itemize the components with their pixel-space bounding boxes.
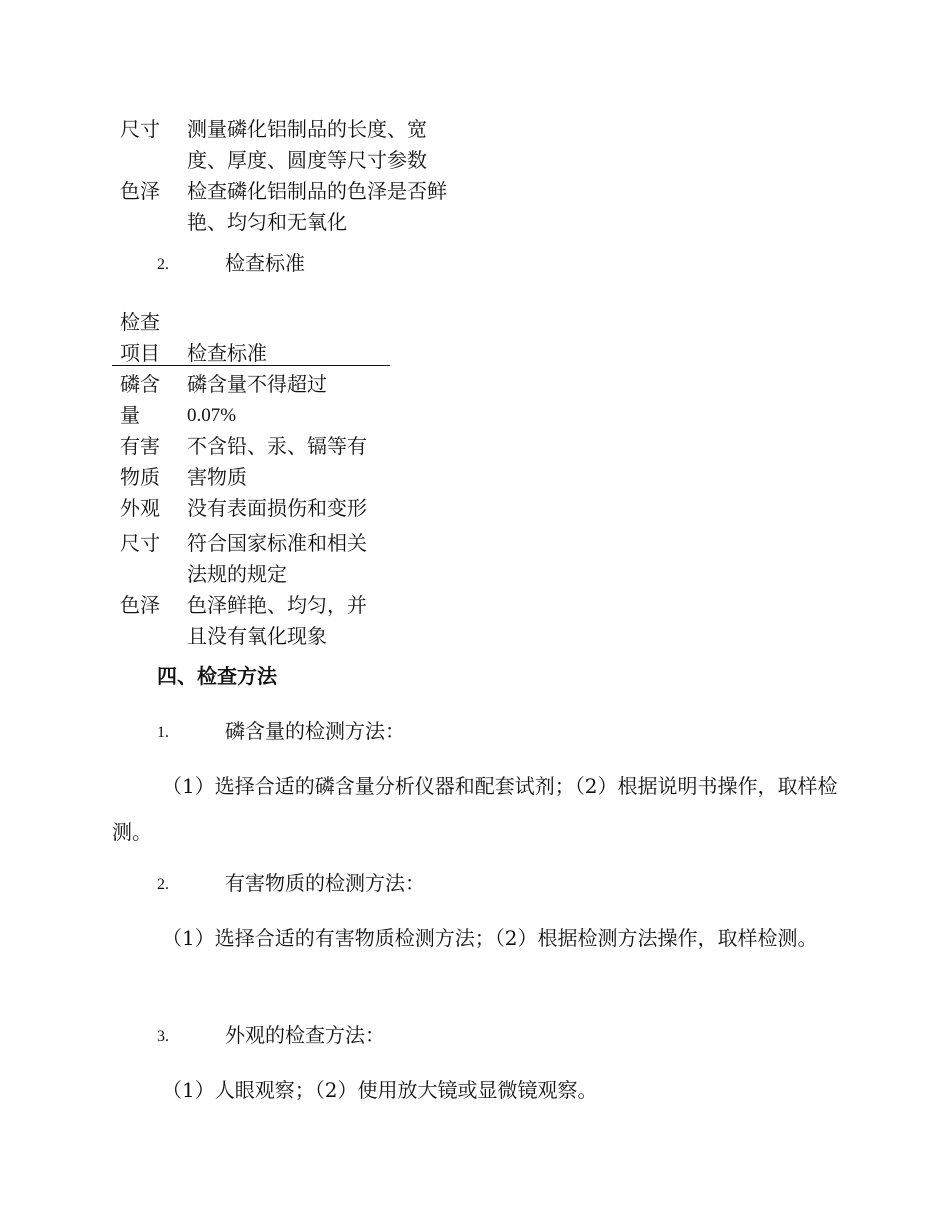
header-desc-cell: 检查标准 <box>187 341 267 365</box>
description-cell <box>187 590 367 652</box>
list-number: 2. <box>157 256 169 273</box>
header-rule <box>112 365 390 366</box>
item-line: 量 <box>120 403 140 427</box>
item-cell <box>120 528 180 559</box>
description-line: 且没有氧化现象 <box>187 624 327 648</box>
item-line: 磷含 <box>120 372 160 396</box>
description-line: 不含铅、汞、镉等有 <box>187 434 367 458</box>
description-line: 磷含量不得超过 <box>187 372 327 396</box>
item-line: 有害 <box>120 434 160 458</box>
header-item-cell <box>120 307 180 369</box>
description-line: 艳、均匀和无氧化 <box>187 210 347 234</box>
header-line: 项目 <box>120 341 160 365</box>
list-number: 3. <box>157 1028 169 1045</box>
item-cell <box>120 493 180 524</box>
item-line: 色泽 <box>120 593 160 617</box>
description-cell <box>187 528 367 590</box>
item-cell <box>120 431 180 493</box>
description-cell <box>187 369 327 431</box>
description-cell <box>187 176 447 238</box>
method-title: 有害物质的检测方法： <box>225 871 425 895</box>
item-cell <box>120 369 180 431</box>
description-cell <box>187 114 427 176</box>
list-number: 2. <box>157 876 169 893</box>
description-line: 符合国家标准和相关 <box>187 531 367 555</box>
method-title: 外观的检查方法： <box>225 1023 385 1047</box>
section-title: 检查标准 <box>225 251 305 275</box>
list-number: 1. <box>157 724 169 741</box>
description-cell <box>187 493 367 524</box>
header-line: 检查 <box>120 310 160 334</box>
description-line: 色泽鲜艳、均匀，并 <box>187 593 367 617</box>
description-line: 没有表面损伤和变形 <box>187 496 367 520</box>
method-paragraph: （1）人眼观察；（2）使用放大镜或显微镜观察。 <box>162 1078 598 1102</box>
description-line: 害物质 <box>187 465 247 489</box>
description-line: 法规的规定 <box>187 562 287 586</box>
method-title: 磷含量的检测方法： <box>225 719 405 743</box>
item-cell <box>120 590 180 621</box>
description-cell <box>187 431 367 493</box>
description-line: 检查磷化铝制品的色泽是否鲜 <box>187 179 447 203</box>
item-line: 尺寸 <box>120 531 160 555</box>
description-line: 度、厚度、圆度等尺寸参数 <box>187 148 427 172</box>
item-line: 物质 <box>120 465 160 489</box>
description-line: 测量磷化铝制品的长度、宽 <box>187 117 427 141</box>
item-cell: 色泽 <box>120 179 160 203</box>
item-cell: 尺寸 <box>120 117 160 141</box>
section-heading: 四、检查方法 <box>157 664 277 688</box>
item-line: 外观 <box>120 496 160 520</box>
description-line: 0.07% <box>187 405 237 426</box>
method-paragraph: （1）选择合适的磷含量分析仪器和配套试剂；（2）根据说明书操作，取样检测。 <box>112 774 838 844</box>
method-paragraph: （1）选择合适的有害物质检测方法；（2）根据检测方法操作，取样检测。 <box>162 926 818 950</box>
